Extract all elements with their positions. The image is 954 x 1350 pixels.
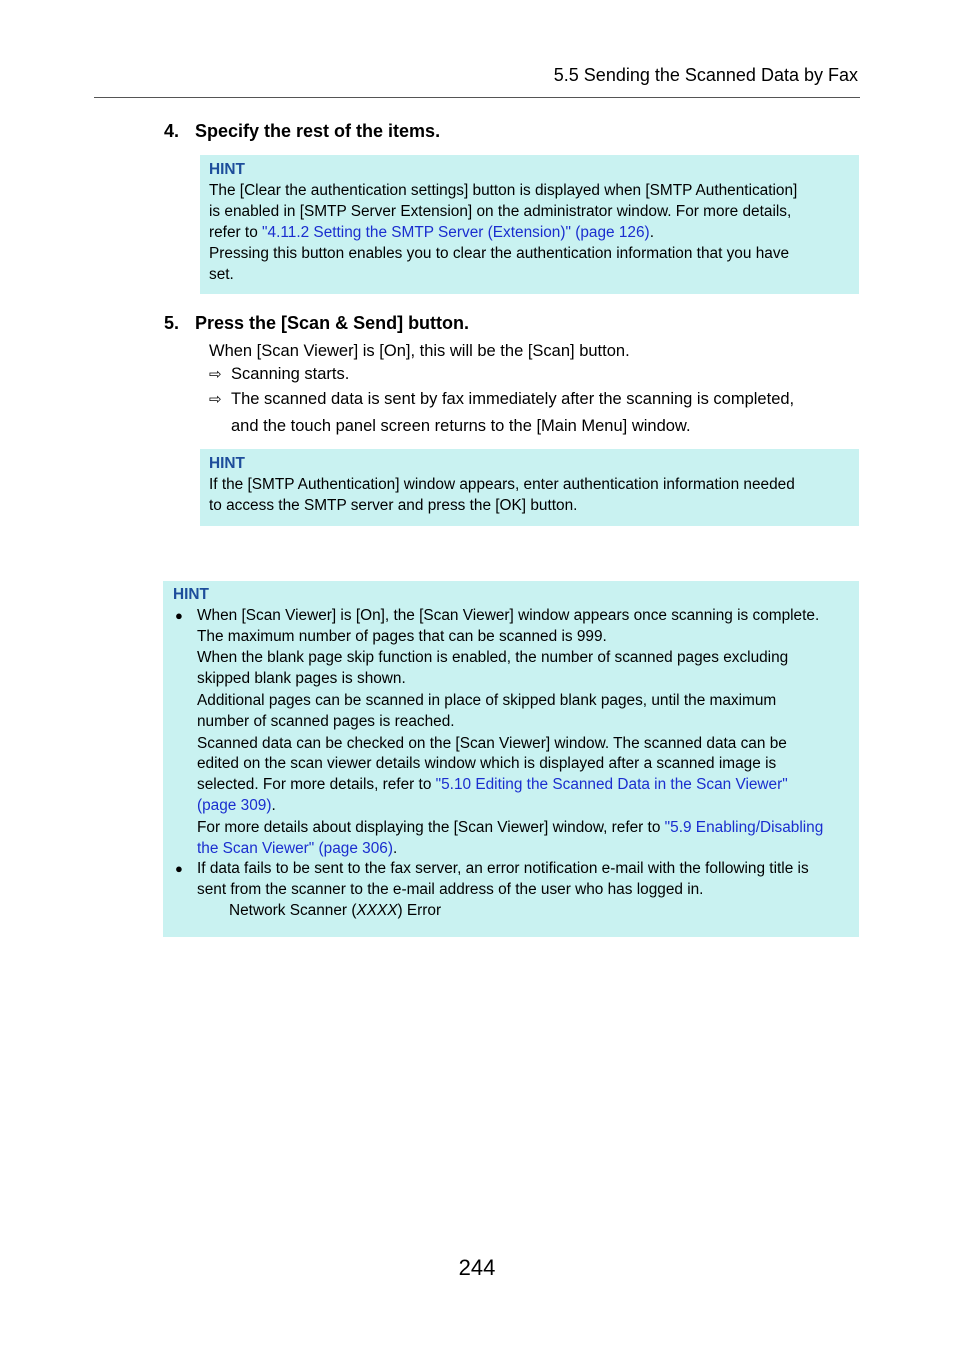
- hint-text: If the [SMTP Authentication] window appears, enter authentication information needed: [209, 476, 795, 493]
- hint-label: HINT: [173, 586, 209, 603]
- step-number: 4.: [164, 121, 180, 141]
- arrow-icon: ⇨: [209, 391, 222, 408]
- hint-box-step4: [200, 155, 859, 294]
- header-title: 5.5 Sending the Scanned Data by Fax: [553, 65, 858, 85]
- bullet-item: ● When [Scan Viewer] is [On], the [Scan Viewer] window appears once scanning is complete. The maximum number of pages that can be scanned is 999. When the blank page skip function is enabled, the number of scanned pages excluding skipped blank pages is shown. Additional pages can be scanned in place of skipped blank pages, until the maximum number of scanned pages is reached. Scanned data can be checked on the [Scan Viewer] window. The scanned data can be edited on the scan viewer details window which is displayed after a scanned image is selected. For more details, refer to "5.10 Editing the Scanned Data in the Scan Viewer" (page 309). For more details about displaying the [Scan Viewer] window, refer to "5.9 Enabling/Disabling the Scan Viewer" (page 306).: [175, 606, 824, 857]
- link-enabling-scan-viewer[interactable]: "5.9 Enabling/Disabling: [664, 818, 824, 836]
- email-title: Network Scanner (XXXX) Error: [229, 901, 442, 919]
- bullet-icon: ●: [175, 607, 183, 623]
- link-smtp-extension[interactable]: "4.11.2 Setting the SMTP Server (Extension)" (page 126): [262, 224, 650, 241]
- arrow-icon: ⇨: [209, 366, 222, 383]
- result-line: ⇨ The scanned data is sent by fax immediately after the scanning is completed,: [209, 390, 795, 408]
- step-title: Specify the rest of the items.: [195, 121, 441, 141]
- hint-label: HINT: [209, 161, 245, 178]
- hint-text: refer to "4.11.2 Setting the SMTP Server (Extension)" (page 126).: [209, 224, 654, 241]
- bullet-item: ● If data fails to be sent to the fax server, an error notification e-mail with the following title is sent from the scanner to the e-mail address of the user who has logged in. Network Scanner (XXXX) Error: [173, 859, 849, 921]
- hint-text: to access the SMTP server and press the [OK] button.: [209, 497, 578, 514]
- link-editing-scan-viewer[interactable]: "5.10 Editing the Scanned Data in the Scan Viewer": [435, 776, 788, 794]
- result-line: ⇨ Scanning starts.: [209, 365, 350, 383]
- link-enabling-scan-viewer-page[interactable]: the Scan Viewer" (page 306): [197, 839, 393, 857]
- hint-text: Pressing this button enables you to clear the authentication information that you have: [209, 245, 790, 262]
- hint-text: The [Clear the authentication settings] button is displayed when [SMTP Authentication]: [209, 182, 798, 199]
- hint-box-main: [163, 581, 859, 937]
- step-5-heading: [164, 313, 469, 334]
- hint-text: set.: [209, 266, 234, 283]
- step-number: 5.: [164, 313, 180, 333]
- header-divider: [94, 97, 860, 98]
- bullet-icon: ●: [175, 861, 183, 877]
- step-5-note: When [Scan Viewer] is [On], this will be the [Scan] button.: [209, 342, 630, 360]
- result-line-continued: and the touch panel screen returns to the [Main Menu] window.: [231, 417, 691, 435]
- link-editing-scan-viewer-page[interactable]: (page 309): [197, 796, 272, 814]
- hint-label: HINT: [209, 455, 245, 472]
- hint-text: is enabled in [SMTP Server Extension] on the administrator window. For more details,: [209, 203, 792, 220]
- page-number: 244: [458, 1255, 496, 1280]
- step-title: Press the [Scan & Send] button.: [195, 313, 470, 333]
- hint-box-step5: [200, 449, 859, 526]
- step-4-heading: [164, 121, 440, 142]
